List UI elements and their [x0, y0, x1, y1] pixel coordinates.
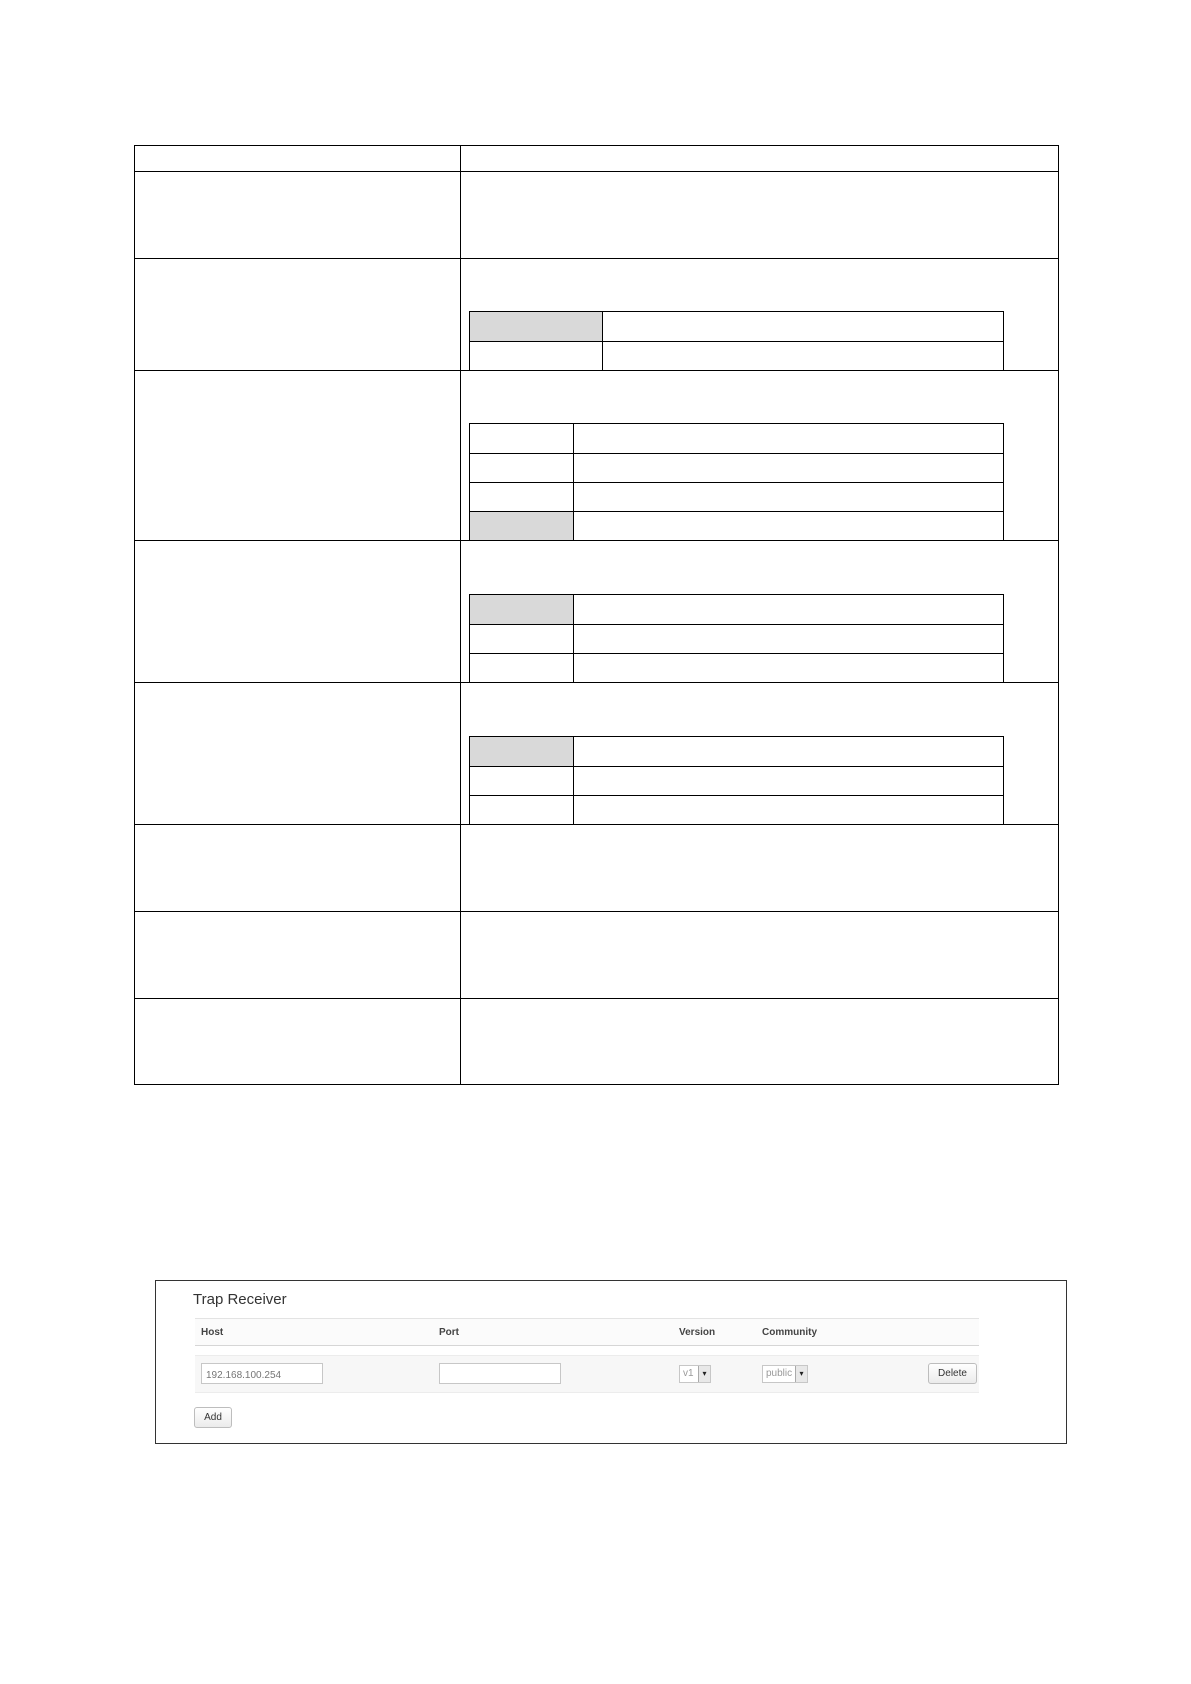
nested-column-divider: [602, 342, 603, 370]
table-row: [135, 998, 1058, 999]
delete-button[interactable]: Delete: [928, 1363, 977, 1384]
nested-column-divider: [602, 312, 603, 341]
nested-row: [470, 795, 1003, 824]
nested-column-divider: [573, 625, 574, 653]
nested-row: [470, 595, 1003, 624]
nested-cell-shaded: [470, 595, 573, 624]
version-selected-value: v1: [683, 1368, 694, 1379]
nested-column-divider: [573, 595, 574, 624]
nested-value-table: [469, 594, 1004, 683]
nested-column-divider: [573, 654, 574, 682]
parameter-table: [134, 145, 1059, 1085]
chevron-down-icon[interactable]: ▾: [795, 1366, 807, 1382]
table-column-divider: [460, 146, 461, 1084]
nested-column-divider: [573, 767, 574, 795]
column-header-version: Version: [679, 1327, 716, 1338]
nested-row: [470, 341, 1003, 370]
table-row: [135, 258, 1058, 259]
nested-cell-shaded: [470, 737, 573, 766]
nested-row: [470, 312, 1003, 341]
nested-column-divider: [573, 454, 574, 482]
chevron-down-icon[interactable]: ▾: [698, 1366, 710, 1382]
nested-row: [470, 424, 1003, 453]
version-select[interactable]: [679, 1365, 711, 1383]
table-header: [195, 1318, 979, 1346]
nested-row: [470, 453, 1003, 482]
panel-title: Trap Receiver: [193, 1291, 287, 1308]
nested-column-divider: [573, 512, 574, 540]
nested-column-divider: [573, 483, 574, 511]
table-row: [135, 171, 1058, 172]
nested-cell-shaded: [470, 512, 573, 540]
nested-value-table: [469, 311, 1004, 371]
nested-row: [470, 766, 1003, 795]
community-selected-value: public: [766, 1368, 793, 1379]
table-row: [135, 911, 1058, 912]
host-input[interactable]: [201, 1363, 323, 1384]
nested-row: [470, 511, 1003, 540]
nested-row: [470, 737, 1003, 766]
table-row: [195, 1355, 979, 1393]
nested-column-divider: [573, 737, 574, 766]
community-select[interactable]: [762, 1365, 808, 1383]
column-header-community: Community: [762, 1327, 817, 1338]
nested-cell-shaded: [470, 312, 602, 341]
add-button[interactable]: Add: [194, 1407, 232, 1428]
column-header-host: Host: [201, 1327, 224, 1338]
nested-value-table: [469, 736, 1004, 825]
nested-row: [470, 482, 1003, 511]
nested-column-divider: [573, 424, 574, 453]
column-header-port: Port: [439, 1327, 459, 1338]
nested-value-table: [469, 423, 1004, 541]
nested-row: [470, 653, 1003, 682]
port-input[interactable]: [439, 1363, 561, 1384]
nested-column-divider: [573, 796, 574, 824]
nested-row: [470, 624, 1003, 653]
trap-receiver-panel: [155, 1280, 1067, 1444]
